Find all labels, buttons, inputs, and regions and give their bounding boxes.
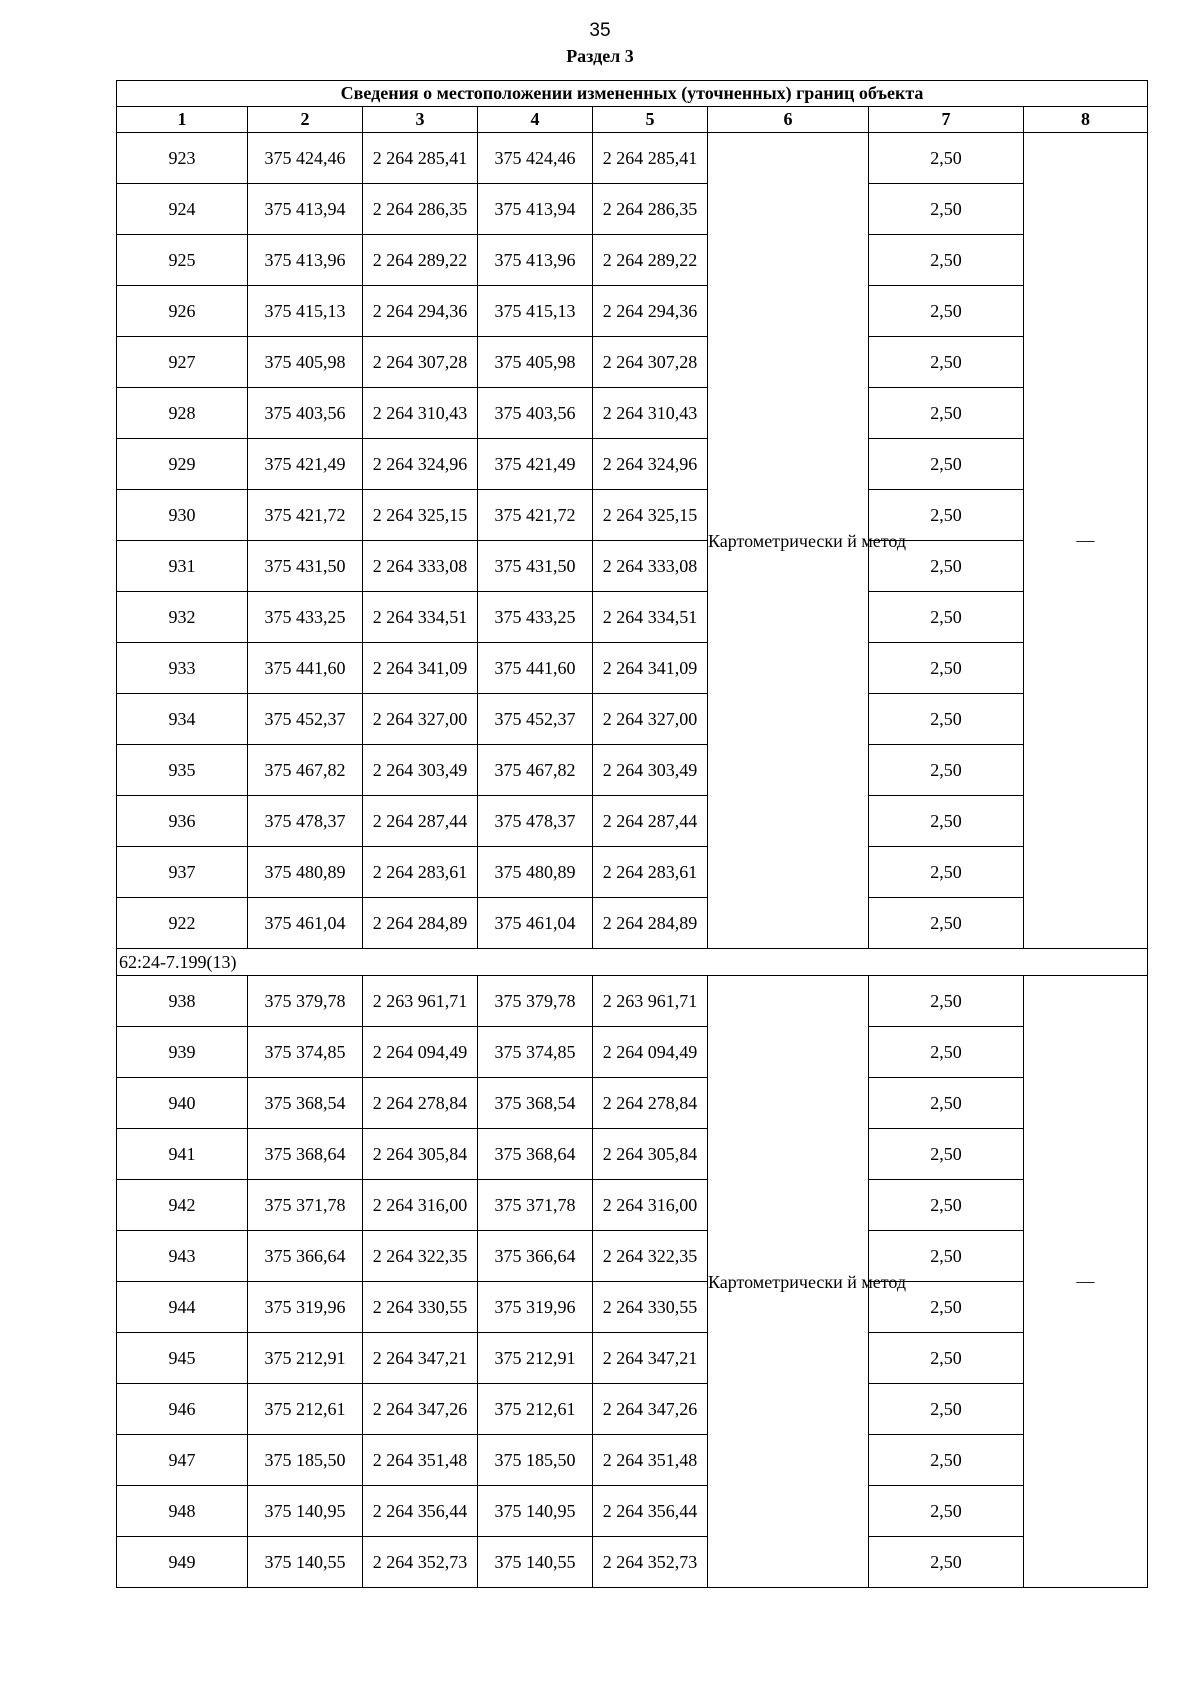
- y-existing-cell: 2 264 283,61: [363, 847, 478, 898]
- point-number-cell: 941: [117, 1129, 248, 1180]
- x-existing-cell: 375 421,72: [248, 490, 363, 541]
- y-refined-cell: 2 264 310,43: [593, 388, 708, 439]
- column-header: 3: [363, 107, 478, 133]
- accuracy-cell: 2,50: [869, 1537, 1024, 1588]
- accuracy-cell: 2,50: [869, 286, 1024, 337]
- x-existing-cell: 375 467,82: [248, 745, 363, 796]
- note-cell: —: [1024, 133, 1148, 949]
- x-refined-cell: 375 366,64: [478, 1231, 593, 1282]
- y-existing-cell: 2 264 278,84: [363, 1078, 478, 1129]
- point-number-cell: 942: [117, 1180, 248, 1231]
- accuracy-cell: 2,50: [869, 898, 1024, 949]
- accuracy-cell: 2,50: [869, 1231, 1024, 1282]
- y-existing-cell: 2 264 324,96: [363, 439, 478, 490]
- accuracy-cell: 2,50: [869, 1180, 1024, 1231]
- x-existing-cell: 375 185,50: [248, 1435, 363, 1486]
- x-existing-cell: 375 424,46: [248, 133, 363, 184]
- column-header: 2: [248, 107, 363, 133]
- y-existing-cell: 2 264 310,43: [363, 388, 478, 439]
- point-number-cell: 932: [117, 592, 248, 643]
- x-refined-cell: 375 461,04: [478, 898, 593, 949]
- table-row: [117, 1231, 1148, 1282]
- table-row: [117, 694, 1148, 745]
- point-number-cell: 931: [117, 541, 248, 592]
- y-existing-cell: 2 263 961,71: [363, 976, 478, 1027]
- table-row: [117, 1027, 1148, 1078]
- point-number-cell: 943: [117, 1231, 248, 1282]
- x-existing-cell: 375 461,04: [248, 898, 363, 949]
- table-row: [117, 1486, 1148, 1537]
- x-refined-cell: 375 413,96: [478, 235, 593, 286]
- y-refined-cell: 2 264 333,08: [593, 541, 708, 592]
- accuracy-cell: 2,50: [869, 796, 1024, 847]
- table-row: [117, 1537, 1148, 1588]
- point-number-cell: 930: [117, 490, 248, 541]
- x-refined-cell: 375 413,94: [478, 184, 593, 235]
- y-refined-cell: 2 264 325,15: [593, 490, 708, 541]
- accuracy-cell: 2,50: [869, 133, 1024, 184]
- accuracy-cell: 2,50: [869, 1435, 1024, 1486]
- column-number-row: [117, 107, 1148, 133]
- point-number-cell: 922: [117, 898, 248, 949]
- y-refined-cell: 2 264 094,49: [593, 1027, 708, 1078]
- table-row: [117, 898, 1148, 949]
- point-number-cell: 928: [117, 388, 248, 439]
- table-row: [117, 1129, 1148, 1180]
- x-refined-cell: 375 467,82: [478, 745, 593, 796]
- x-existing-cell: 375 368,64: [248, 1129, 363, 1180]
- y-refined-cell: 2 264 283,61: [593, 847, 708, 898]
- accuracy-cell: 2,50: [869, 1486, 1024, 1537]
- accuracy-cell: 2,50: [869, 592, 1024, 643]
- y-refined-cell: 2 264 289,22: [593, 235, 708, 286]
- accuracy-cell: 2,50: [869, 1078, 1024, 1129]
- y-existing-cell: 2 264 289,22: [363, 235, 478, 286]
- x-refined-cell: 375 140,55: [478, 1537, 593, 1588]
- y-refined-cell: 2 264 341,09: [593, 643, 708, 694]
- y-refined-cell: 2 264 307,28: [593, 337, 708, 388]
- x-existing-cell: 375 433,25: [248, 592, 363, 643]
- x-refined-cell: 375 424,46: [478, 133, 593, 184]
- x-existing-cell: 375 413,94: [248, 184, 363, 235]
- accuracy-cell: 2,50: [869, 694, 1024, 745]
- y-refined-cell: 2 263 961,71: [593, 976, 708, 1027]
- accuracy-cell: 2,50: [869, 1282, 1024, 1333]
- table-row: [117, 796, 1148, 847]
- y-existing-cell: 2 264 303,49: [363, 745, 478, 796]
- y-existing-cell: 2 264 327,00: [363, 694, 478, 745]
- table-row: [117, 184, 1148, 235]
- y-existing-cell: 2 264 094,49: [363, 1027, 478, 1078]
- method-cell: Картометрически й метод: [708, 133, 869, 949]
- y-existing-cell: 2 264 347,26: [363, 1384, 478, 1435]
- point-number-cell: 948: [117, 1486, 248, 1537]
- y-existing-cell: 2 264 351,48: [363, 1435, 478, 1486]
- x-refined-cell: 375 403,56: [478, 388, 593, 439]
- y-existing-cell: 2 264 322,35: [363, 1231, 478, 1282]
- x-existing-cell: 375 480,89: [248, 847, 363, 898]
- accuracy-cell: 2,50: [869, 1333, 1024, 1384]
- table-row: [117, 847, 1148, 898]
- point-number-cell: 929: [117, 439, 248, 490]
- y-existing-cell: 2 264 352,73: [363, 1537, 478, 1588]
- x-refined-cell: 375 319,96: [478, 1282, 593, 1333]
- x-refined-cell: 375 421,72: [478, 490, 593, 541]
- table-caption: Сведения о местоположении измененных (уточненных) границ объекта: [117, 81, 1148, 107]
- point-number-cell: 940: [117, 1078, 248, 1129]
- accuracy-cell: 2,50: [869, 976, 1024, 1027]
- table-row: [117, 490, 1148, 541]
- y-refined-cell: 2 264 303,49: [593, 745, 708, 796]
- x-existing-cell: 375 140,55: [248, 1537, 363, 1588]
- y-refined-cell: 2 264 287,44: [593, 796, 708, 847]
- page-number: 35: [589, 20, 611, 41]
- x-refined-cell: 375 415,13: [478, 286, 593, 337]
- x-refined-cell: 375 452,37: [478, 694, 593, 745]
- x-refined-cell: 375 368,64: [478, 1129, 593, 1180]
- point-number-cell: 923: [117, 133, 248, 184]
- table-row: [117, 1180, 1148, 1231]
- accuracy-cell: 2,50: [869, 1027, 1024, 1078]
- point-number-cell: 926: [117, 286, 248, 337]
- table-row: [117, 235, 1148, 286]
- x-refined-cell: 375 431,50: [478, 541, 593, 592]
- column-header: 6: [708, 107, 869, 133]
- x-existing-cell: 375 368,54: [248, 1078, 363, 1129]
- table-caption-row: [117, 81, 1148, 107]
- accuracy-cell: 2,50: [869, 490, 1024, 541]
- y-refined-cell: 2 264 334,51: [593, 592, 708, 643]
- x-existing-cell: 375 319,96: [248, 1282, 363, 1333]
- x-refined-cell: 375 140,95: [478, 1486, 593, 1537]
- group-label-row: [117, 949, 1148, 976]
- x-refined-cell: 375 368,54: [478, 1078, 593, 1129]
- x-refined-cell: 375 379,78: [478, 976, 593, 1027]
- table-row: [117, 976, 1148, 1027]
- y-existing-cell: 2 264 307,28: [363, 337, 478, 388]
- x-refined-cell: 375 371,78: [478, 1180, 593, 1231]
- point-number-cell: 935: [117, 745, 248, 796]
- x-existing-cell: 375 212,91: [248, 1333, 363, 1384]
- accuracy-cell: 2,50: [869, 337, 1024, 388]
- y-refined-cell: 2 264 347,21: [593, 1333, 708, 1384]
- note-cell: —: [1024, 976, 1148, 1588]
- y-refined-cell: 2 264 316,00: [593, 1180, 708, 1231]
- point-number-cell: 937: [117, 847, 248, 898]
- y-existing-cell: 2 264 316,00: [363, 1180, 478, 1231]
- y-refined-cell: 2 264 322,35: [593, 1231, 708, 1282]
- table-row: [117, 745, 1148, 796]
- x-refined-cell: 375 185,50: [478, 1435, 593, 1486]
- x-refined-cell: 375 478,37: [478, 796, 593, 847]
- y-existing-cell: 2 264 347,21: [363, 1333, 478, 1384]
- table-row: [117, 1384, 1148, 1435]
- x-refined-cell: 375 374,85: [478, 1027, 593, 1078]
- accuracy-cell: 2,50: [869, 1129, 1024, 1180]
- accuracy-cell: 2,50: [869, 1384, 1024, 1435]
- point-number-cell: 934: [117, 694, 248, 745]
- y-refined-cell: 2 264 284,89: [593, 898, 708, 949]
- x-refined-cell: 375 212,61: [478, 1384, 593, 1435]
- y-existing-cell: 2 264 341,09: [363, 643, 478, 694]
- accuracy-cell: 2,50: [869, 847, 1024, 898]
- x-existing-cell: 375 374,85: [248, 1027, 363, 1078]
- group-label: 62:24-7.199(13): [117, 949, 1148, 976]
- x-existing-cell: 375 413,96: [248, 235, 363, 286]
- y-existing-cell: 2 264 294,36: [363, 286, 478, 337]
- x-existing-cell: 375 366,64: [248, 1231, 363, 1282]
- section-title: Раздел 3: [566, 46, 634, 66]
- table-row: [117, 1078, 1148, 1129]
- y-refined-cell: 2 264 294,36: [593, 286, 708, 337]
- y-existing-cell: 2 264 285,41: [363, 133, 478, 184]
- point-number-cell: 938: [117, 976, 248, 1027]
- y-existing-cell: 2 264 286,35: [363, 184, 478, 235]
- accuracy-cell: 2,50: [869, 541, 1024, 592]
- x-existing-cell: 375 212,61: [248, 1384, 363, 1435]
- y-existing-cell: 2 264 287,44: [363, 796, 478, 847]
- column-header: 8: [1024, 107, 1148, 133]
- y-refined-cell: 2 264 347,26: [593, 1384, 708, 1435]
- x-existing-cell: 375 421,49: [248, 439, 363, 490]
- point-number-cell: 933: [117, 643, 248, 694]
- y-refined-cell: 2 264 285,41: [593, 133, 708, 184]
- method-cell: Картометрически й метод: [708, 976, 869, 1588]
- x-refined-cell: 375 405,98: [478, 337, 593, 388]
- point-number-cell: 936: [117, 796, 248, 847]
- x-existing-cell: 375 478,37: [248, 796, 363, 847]
- table-row: [117, 133, 1148, 184]
- x-refined-cell: 375 480,89: [478, 847, 593, 898]
- x-existing-cell: 375 140,95: [248, 1486, 363, 1537]
- table-row: [117, 337, 1148, 388]
- point-number-cell: 945: [117, 1333, 248, 1384]
- y-refined-cell: 2 264 351,48: [593, 1435, 708, 1486]
- column-header: 5: [593, 107, 708, 133]
- point-number-cell: 947: [117, 1435, 248, 1486]
- y-refined-cell: 2 264 305,84: [593, 1129, 708, 1180]
- table-row: [117, 592, 1148, 643]
- accuracy-cell: 2,50: [869, 439, 1024, 490]
- x-existing-cell: 375 415,13: [248, 286, 363, 337]
- table-row: [117, 388, 1148, 439]
- y-refined-cell: 2 264 327,00: [593, 694, 708, 745]
- table-row: [117, 643, 1148, 694]
- table-row: [117, 1282, 1148, 1333]
- x-existing-cell: 375 379,78: [248, 976, 363, 1027]
- table-row: [117, 1333, 1148, 1384]
- point-number-cell: 944: [117, 1282, 248, 1333]
- boundary-coordinates-table: [116, 80, 1148, 1588]
- point-number-cell: 949: [117, 1537, 248, 1588]
- x-existing-cell: 375 452,37: [248, 694, 363, 745]
- table-row: [117, 286, 1148, 337]
- accuracy-cell: 2,50: [869, 745, 1024, 796]
- point-number-cell: 946: [117, 1384, 248, 1435]
- x-refined-cell: 375 212,91: [478, 1333, 593, 1384]
- table-row: [117, 1435, 1148, 1486]
- y-refined-cell: 2 264 324,96: [593, 439, 708, 490]
- accuracy-cell: 2,50: [869, 235, 1024, 286]
- x-existing-cell: 375 371,78: [248, 1180, 363, 1231]
- x-existing-cell: 375 431,50: [248, 541, 363, 592]
- x-refined-cell: 375 433,25: [478, 592, 593, 643]
- x-refined-cell: 375 441,60: [478, 643, 593, 694]
- column-header: 7: [869, 107, 1024, 133]
- y-refined-cell: 2 264 286,35: [593, 184, 708, 235]
- x-existing-cell: 375 405,98: [248, 337, 363, 388]
- y-refined-cell: 2 264 330,55: [593, 1282, 708, 1333]
- y-refined-cell: 2 264 352,73: [593, 1537, 708, 1588]
- table-row: [117, 439, 1148, 490]
- x-refined-cell: 375 421,49: [478, 439, 593, 490]
- y-refined-cell: 2 264 278,84: [593, 1078, 708, 1129]
- y-existing-cell: 2 264 330,55: [363, 1282, 478, 1333]
- point-number-cell: 939: [117, 1027, 248, 1078]
- accuracy-cell: 2,50: [869, 643, 1024, 694]
- table-body: [117, 133, 1148, 1588]
- column-header: 4: [478, 107, 593, 133]
- x-existing-cell: 375 441,60: [248, 643, 363, 694]
- table-row: [117, 541, 1148, 592]
- y-existing-cell: 2 264 356,44: [363, 1486, 478, 1537]
- y-existing-cell: 2 264 284,89: [363, 898, 478, 949]
- y-refined-cell: 2 264 356,44: [593, 1486, 708, 1537]
- y-existing-cell: 2 264 305,84: [363, 1129, 478, 1180]
- x-existing-cell: 375 403,56: [248, 388, 363, 439]
- point-number-cell: 927: [117, 337, 248, 388]
- point-number-cell: 925: [117, 235, 248, 286]
- accuracy-cell: 2,50: [869, 184, 1024, 235]
- accuracy-cell: 2,50: [869, 388, 1024, 439]
- column-header: 1: [117, 107, 248, 133]
- y-existing-cell: 2 264 325,15: [363, 490, 478, 541]
- y-existing-cell: 2 264 334,51: [363, 592, 478, 643]
- point-number-cell: 924: [117, 184, 248, 235]
- y-existing-cell: 2 264 333,08: [363, 541, 478, 592]
